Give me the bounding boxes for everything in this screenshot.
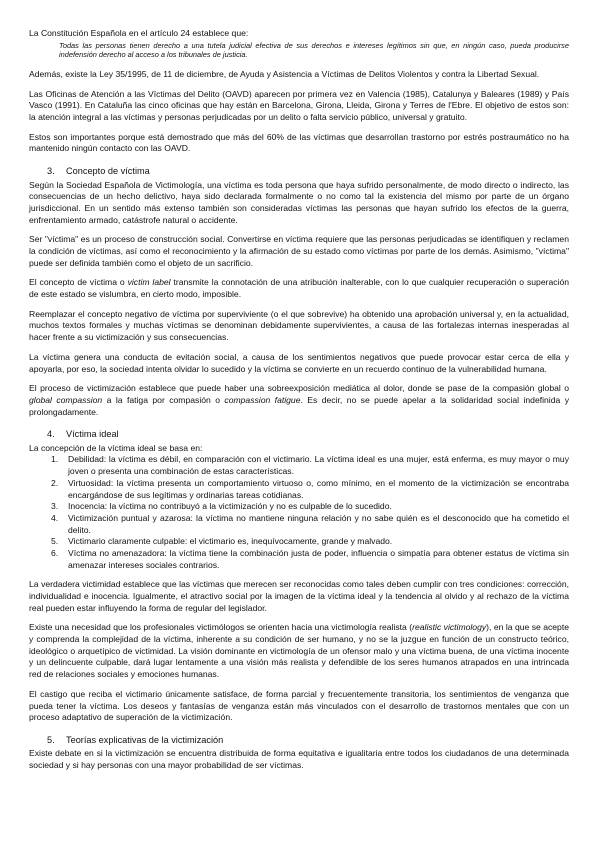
list-item: 3. Inocencia: la víctima no contribuyó a la victimización y no es culpable de lo sucedido. <box>51 501 392 512</box>
section-5-paragraph-1: Existe debate en si la victimización se encuentra distribuida de forma equitativa e igualitaria entre todos los ciudadanos de una determinada sociedad y si hay personas con una mayor probabilidad de ser víctimas. <box>29 748 569 771</box>
list-item: 5. Victimario claramente culpable: el victimario es, inequívocamente, grande y malvado. <box>51 536 393 547</box>
section-3-paragraph-1: Según la Sociedad Española de Victimología, una víctima es toda persona que haya sufrido personalmente, de modo directo o indirecto, las consecuencias de un hecho delictivo, haya sido declarada formalmente o no como tal la existencia del mismo por parte de un órgano jurisdiccional. En un sentido más extenso también son consideradas víctimas las personas que hayan sufrido los efectos de la guerra, enfrentamiento armado, catástrofe natural o accidente. <box>29 179 569 225</box>
victim-label-term: victim label <box>127 277 171 288</box>
section-5-heading <box>47 734 569 747</box>
section-4-intro: La concepción de la víctima ideal se basa en: <box>29 442 203 453</box>
section-4-title: Víctima ideal <box>66 429 119 440</box>
section-3-number: 3. <box>47 166 55 177</box>
section-4-paragraph-2: Existe una necesidad que los profesionales victimólogos se orienten hacia una victimología realista (realistic victimology), en la que se acepte y comprenda la complejidad de la víctima, inherente a su condición de ser humano, y no se la juzgue en función de un constructo teórico, ideológico o arquetípico de victimidad. La visión dominante en victimología de un ofensor malo y una víctima buena, de una víctima inocente y un delincuente culpable, dará lugar lentamente a una visión más realista y defendible de los seres humanos atrapados en una intrincada red de relaciones sociales y emociones humanas. <box>29 622 570 680</box>
section-4-paragraph-3: El castigo que reciba el victimario únicamente satisface, de forma parcial y frecuentemente transitoria, los sentimientos de venganza que pueda tener la víctima. Los deseos y fantasías de venganza están más vinculados con el desarrollo de trastornos mentales que con un proceso adaptativo de superación de la victimización. <box>29 688 569 723</box>
section-3-paragraph-6: El proceso de victimización establece que puede haber una sobreexposición mediática al dolor, donde se pase de la compasión global o global compassion a la fatiga por compasión o compassion fatigue. Es decir, no se puede apelar a la solidaridad social indefinida y prolongadamente. <box>29 383 569 417</box>
law-paragraph: Además, existe la Ley 35/1995, de 11 de diciembre, de Ayuda y Asistencia a Víctimas de Delitos Violentos y contra la Libertad Sexual. <box>29 68 540 79</box>
section-3-paragraph-3: El concepto de víctima o victim label transmite la connotación de una atribución inalterable, con lo que cualquier recuperación o superación de este estado se vislumbra, en cierto modo, imposible. <box>29 277 569 300</box>
section-5-title: Teorías explicativas de la victimización <box>66 734 224 745</box>
realistic-victimology-term: realistic victimology <box>412 622 487 633</box>
list-item: 4. Victimización puntual y azarosa: la víctima no mantiene ninguna relación y no sabe quién es el desconocido que ha cometido el delito. <box>51 512 569 535</box>
statistic-paragraph: Estos son importantes porque está demostrado que más del 60% de las víctimas que desarrollan trastorno por estrés postraumático no ha mantenido ningún contacto con las OAVD. <box>29 131 569 154</box>
section-5-number: 5. <box>47 734 55 745</box>
constitution-lead: La Constitución Española en el artículo 24 establece que: <box>29 28 249 38</box>
oavd-paragraph: Las Oficinas de Atención a las Víctimas del Delito (OAVD) aparecen por primera vez en Valencia (1985), Catalunya y Baleares (1989) y País Vasco (1991). En Cataluña las cinco oficinas que hay están en Barcelona, Girona, Lleida, Girona y Terres de l'Ebre. El objetivo de estos son: la atención integral a las víctimas y personas perjudicadas por un delito o falta servicio público, universal y gratuito. <box>29 88 569 122</box>
section-3-paragraph-5: La víctima genera una conducta de evitación social, a causa de los sentimientos negativos que puede provocar estar cerca de ella y apoyarla, por eso, la sociedad intenta olvidar lo sucedido y la víctima se convierte en un recuerdo continuo de la vulnerabilidad humana. <box>29 351 569 374</box>
ideal-victim-list <box>29 454 569 571</box>
global-compassion-term: global compassion <box>29 394 103 405</box>
list-item: 1. Debilidad: la víctima es débil, en comparación con el victimario. La víctima ideal es una mujer, está enferma, es muy mayor o muy joven o presenta una combinación de estas características. <box>51 454 569 477</box>
section-3-paragraph-4: Reemplazar el concepto negativo de víctima por superviviente (o el que sobrevive) ha obtenido una aprobación universal y, en la actualidad, muchos textos formales y muchas víctimas se denominan debidamente supervivientes, a causa de las fortalezas internas inesperadas al hacer frente a su victimización y sus consecuencias. <box>29 308 569 343</box>
compassion-fatigue-term: compassion fatigue <box>224 394 301 405</box>
list-item: 6. Víctima no amenazadora: la víctima tiene la combinación justa de poder, influencia o simpatía para obtener estatus de víctima sin amenazar intereses sociales contrarios. <box>51 547 569 570</box>
section-4-heading <box>47 428 569 441</box>
document-body <box>29 28 569 780</box>
section-3-paragraph-2: Ser "víctima" es un proceso de construcción social. Convertirse en víctima requiere que las personas perjudicadas se identifiquen y reclamen la condición de víctimas, así como el reconocimiento y la afirmación de su estado como víctimas por parte de los demás. Asimismo, "víctima" puede ser definida también como el objeto de un sacrificio. <box>29 234 569 268</box>
section-3-heading <box>47 165 569 178</box>
section-4-number: 4. <box>47 429 55 440</box>
constitution-quote: Todas las personas tienen derecho a una tutela judicial efectiva de sus derechos e intereses legítimos sin que, en ningún caso, pueda producirse indefensión derecho al acceso a los tribunales de justicia. <box>59 40 569 60</box>
section-3-title: Concepto de víctima <box>66 166 150 177</box>
section-4-paragraph-1: La verdadera victimidad establece que las víctimas que merecen ser reconocidas como tales deben cumplir con tres condiciones: corrección, individualidad e inocencia. Igualmente, el atractivo social por la imagen de la víctima ideal y la tendencia al olvido y al rechazo de la víctima real pueden estar influyendo la forma de regular del legislador. <box>29 579 569 613</box>
list-item: 2. Virtuosidad: la víctima presenta un comportamiento virtuoso o, como mínimo, en el momento de la victimización se encontraba encargándose de sus legítimas y ordinarias tareas cotidianas. <box>51 477 569 500</box>
